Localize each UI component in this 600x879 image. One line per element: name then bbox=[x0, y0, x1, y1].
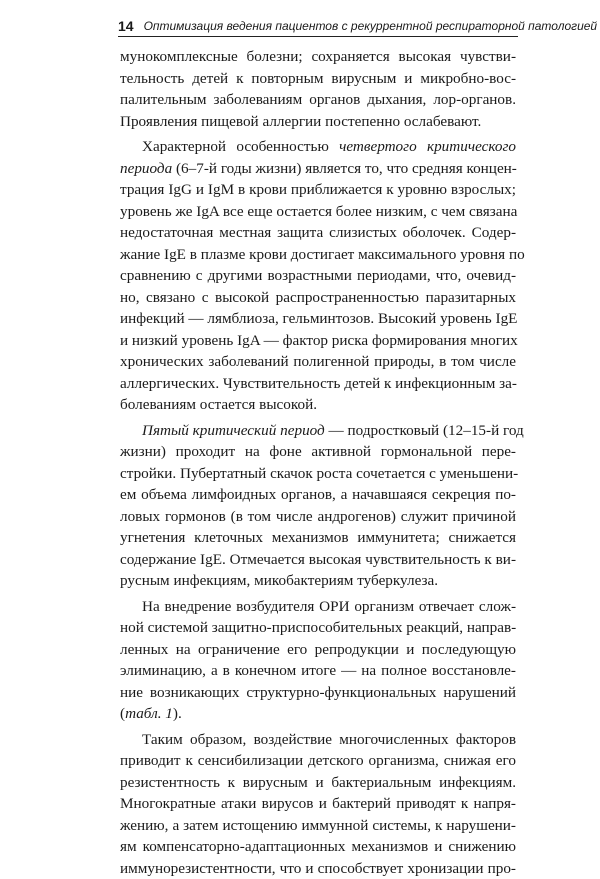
text-line: резистентность к вирусным и бактериальным инфекциям. bbox=[120, 772, 516, 794]
paragraph-2 bbox=[120, 136, 516, 416]
text-run: Характерной особенностью bbox=[142, 138, 339, 155]
running-title: Оптимизация ведения пациентов с рекуррентной респираторной патологией bbox=[144, 16, 598, 36]
text-line bbox=[120, 420, 516, 442]
text-line: хронических заболеваний полигенной природы, в том числе bbox=[120, 351, 516, 373]
text-line: стройки. Пубертатный скачок роста сочетается с уменьшени- bbox=[120, 463, 516, 485]
text-line: содержание IgE. Отмечается высокая чувствительность к ви- bbox=[120, 549, 516, 571]
term-period: периода bbox=[120, 160, 172, 177]
text-line: русным инфекциям, микобактериям туберкулеза. bbox=[120, 570, 516, 592]
page-number: 14 bbox=[118, 16, 134, 36]
text-line: жению, а затем истощению иммунной системы, к нарушени- bbox=[120, 815, 516, 837]
text-line: палительным заболеваниям органов дыхания, лор-органов. bbox=[120, 89, 516, 111]
text-line: недостаточная местная защита слизистых оболочек. Содер- bbox=[120, 222, 516, 244]
text-line: инфекций — лямблиоза, гельминтозов. Высокий уровень IgE bbox=[120, 308, 516, 330]
text-run: ( bbox=[120, 705, 125, 722]
text-run: (6–7-й годы жизни) является то, что средняя концен- bbox=[172, 160, 517, 177]
text-line: трация IgG и IgM в крови приближается к уровню взрослых; bbox=[120, 179, 516, 201]
paragraph-4 bbox=[120, 596, 516, 725]
text-line: Таким образом, воздействие многочисленных факторов bbox=[120, 729, 516, 751]
text-line: угнетения клеточных механизмов иммунитета; снижается bbox=[120, 527, 516, 549]
paragraph-3 bbox=[120, 420, 516, 592]
text-line: уровень же IgA все еще остается более низким, с чем связана bbox=[120, 201, 516, 223]
text-line: болеваниям остается высокой. bbox=[120, 394, 516, 416]
text-line bbox=[120, 136, 516, 158]
term-fifth-critical-period: Пятый критический период bbox=[142, 422, 325, 439]
text-line: приводит к сенсибилизации детского организма, снижая его bbox=[120, 750, 516, 772]
text-line bbox=[120, 158, 516, 180]
text-line: ем объема лимфоидных органов, а начавшаяся секреция по- bbox=[120, 484, 516, 506]
text-line: ной системой защитно-приспособительных реакций, направ- bbox=[120, 617, 516, 639]
text-line: элиминацию, а в конечном итоге — на полное восстановле- bbox=[120, 660, 516, 682]
text-line: жание IgE в плазме крови достигает максимального уровня по bbox=[120, 244, 516, 266]
text-line: ние возникающих структурно-функциональных нарушений bbox=[120, 682, 516, 704]
text-line: аллергических. Чувствительность детей к инфекционным за- bbox=[120, 373, 516, 395]
text-line: ям компенсаторно-адаптационных механизмов и снижению bbox=[120, 836, 516, 858]
text-line: Проявления пищевой аллергии постепенно ослабевают. bbox=[120, 111, 516, 133]
text-line bbox=[120, 703, 516, 725]
text-line: Многократные атаки вирусов и бактерий приводят к напря- bbox=[120, 793, 516, 815]
paragraph-5 bbox=[120, 729, 516, 879]
term-fourth-critical-period: четвертого критического bbox=[339, 138, 516, 155]
text-line: жизни) проходит на фоне активной гормональной пере- bbox=[120, 441, 516, 463]
text-line: ловых гормонов (в том числе андрогенов) служит причиной bbox=[120, 506, 516, 528]
table-reference: табл. 1 bbox=[125, 705, 173, 722]
text-line: сравнению с другими возрастными периодами, что, очевид- bbox=[120, 265, 516, 287]
paragraph-1 bbox=[120, 46, 516, 132]
text-line: тельность детей к повторным вирусным и микробно-вос- bbox=[120, 68, 516, 90]
text-line: ленных на ограничение его репродукции и последующую bbox=[120, 639, 516, 661]
text-line: и низкий уровень IgA — фактор риска формирования многих bbox=[120, 330, 516, 352]
text-run: — подростковый (12–15-й год bbox=[325, 422, 524, 439]
text-line: но, связано с высокой распространенностью паразитарных bbox=[120, 287, 516, 309]
running-header bbox=[118, 12, 518, 37]
text-line: мунокомплексные болезни; сохраняется высокая чувстви- bbox=[120, 46, 516, 68]
body-text bbox=[120, 46, 516, 879]
text-line: На внедрение возбудителя ОРИ организм отвечает слож- bbox=[120, 596, 516, 618]
text-run: ). bbox=[173, 705, 182, 722]
text-line: иммунорезистентности, что и способствует хронизации про- bbox=[120, 858, 516, 879]
